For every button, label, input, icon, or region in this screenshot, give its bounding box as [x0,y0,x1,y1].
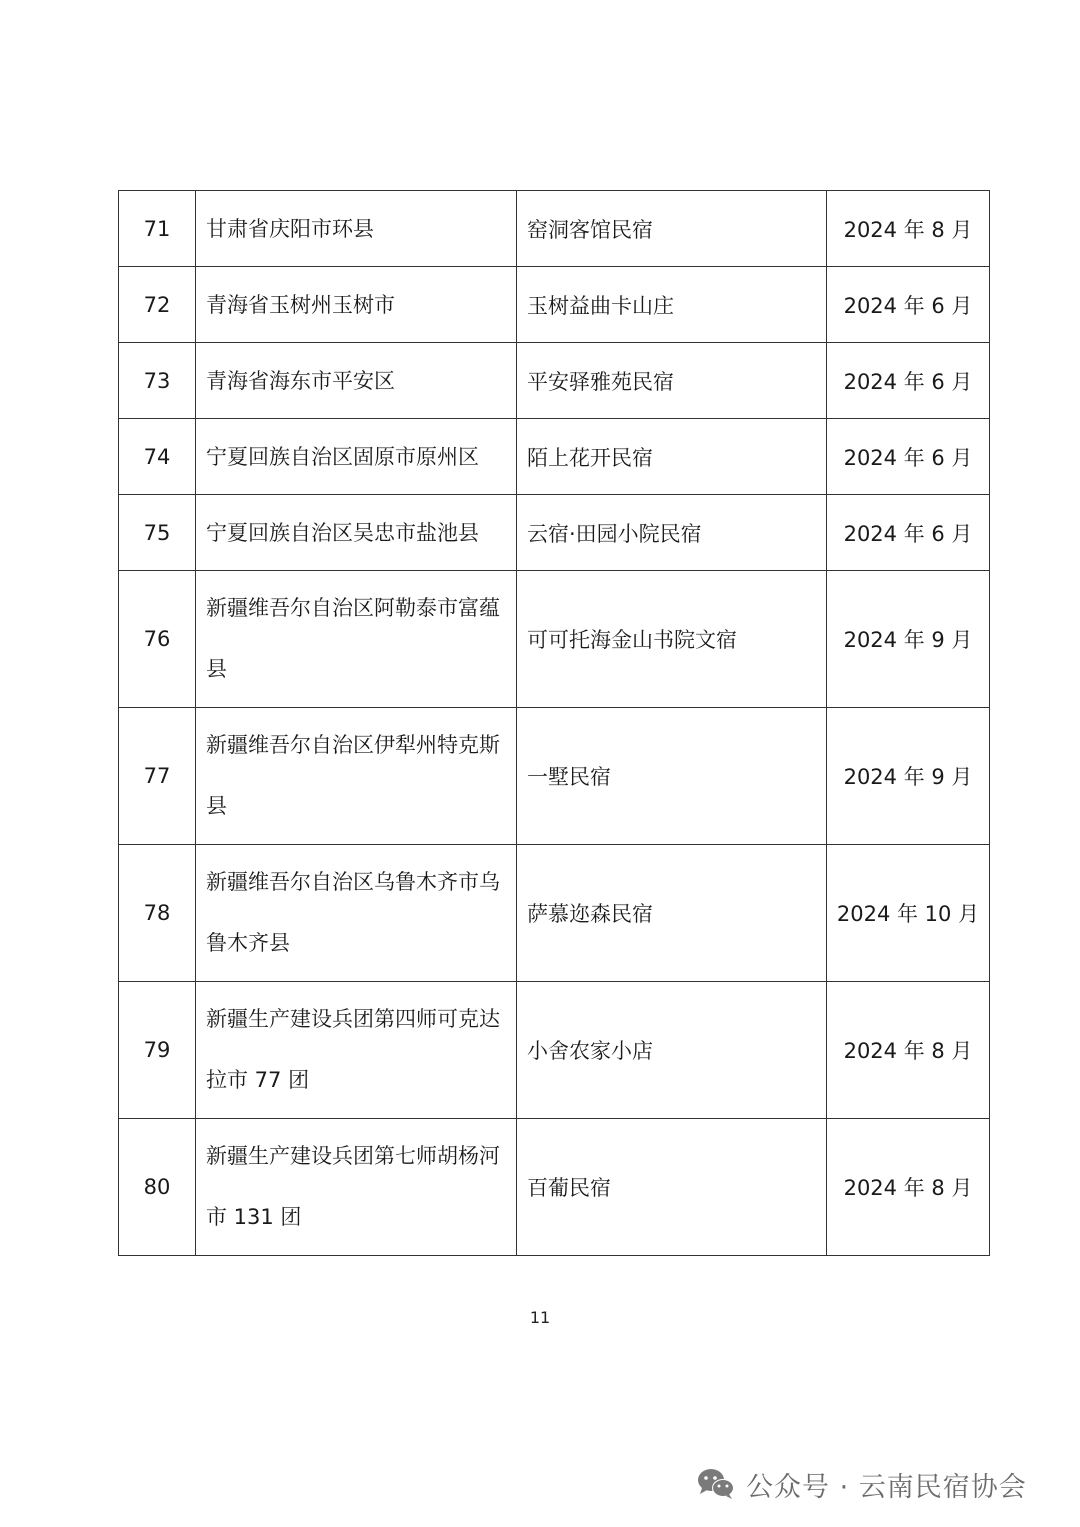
row-number: 74 [119,419,196,495]
row-homestay-name: 可可托海金山书院文宿 [517,571,827,708]
table-row [119,982,990,1119]
row-homestay-name: 一墅民宿 [517,708,827,845]
row-location: 新疆生产建设兵团第七师胡杨河市 131 团 [196,1119,517,1256]
row-homestay-name: 小舍农家小店 [517,982,827,1119]
row-date: 2024 年 8 月 [827,982,990,1119]
wechat-icon [696,1467,736,1501]
watermark [696,1462,1027,1506]
row-location: 甘肃省庆阳市环县 [196,191,517,267]
row-number: 73 [119,343,196,419]
row-date: 2024 年 9 月 [827,571,990,708]
row-number: 77 [119,708,196,845]
row-date: 2024 年 9 月 [827,708,990,845]
row-date: 2024 年 6 月 [827,419,990,495]
table-row [119,845,990,982]
table-row [119,1119,990,1256]
homestay-list-table [118,190,990,1256]
watermark-text: 公众号 · 云南民宿协会 [746,1471,1027,1503]
row-number: 79 [119,982,196,1119]
row-homestay-name: 玉树益曲卡山庄 [517,267,827,343]
row-number: 76 [119,571,196,708]
row-number: 75 [119,495,196,571]
row-location: 新疆生产建设兵团第四师可克达拉市 77 团 [196,982,517,1119]
row-location: 新疆维吾尔自治区阿勒泰市富蕴县 [196,571,517,708]
table-row [119,571,990,708]
row-location: 青海省海东市平安区 [196,343,517,419]
row-homestay-name: 萨慕迩森民宿 [517,845,827,982]
row-date: 2024 年 10 月 [827,845,990,982]
table-row [119,191,990,267]
row-date: 2024 年 8 月 [827,191,990,267]
row-location: 新疆维吾尔自治区伊犁州特克斯县 [196,708,517,845]
row-location: 新疆维吾尔自治区乌鲁木齐市乌鲁木齐县 [196,845,517,982]
row-date: 2024 年 8 月 [827,1119,990,1256]
row-location: 宁夏回族自治区固原市原州区 [196,419,517,495]
row-date: 2024 年 6 月 [827,267,990,343]
row-homestay-name: 云宿·田园小院民宿 [517,495,827,571]
table-row [119,343,990,419]
page-number: 11 [529,1308,551,1327]
row-location: 宁夏回族自治区吴忠市盐池县 [196,495,517,571]
table-row [119,495,990,571]
row-homestay-name: 陌上花开民宿 [517,419,827,495]
row-date: 2024 年 6 月 [827,343,990,419]
row-homestay-name: 窑洞客馆民宿 [517,191,827,267]
row-number: 72 [119,267,196,343]
table-row [119,267,990,343]
row-number: 71 [119,191,196,267]
row-date: 2024 年 6 月 [827,495,990,571]
table-row [119,708,990,845]
row-number: 80 [119,1119,196,1256]
row-number: 78 [119,845,196,982]
row-homestay-name: 百葡民宿 [517,1119,827,1256]
row-location: 青海省玉树州玉树市 [196,267,517,343]
row-homestay-name: 平安驿雅苑民宿 [517,343,827,419]
table-row [119,419,990,495]
